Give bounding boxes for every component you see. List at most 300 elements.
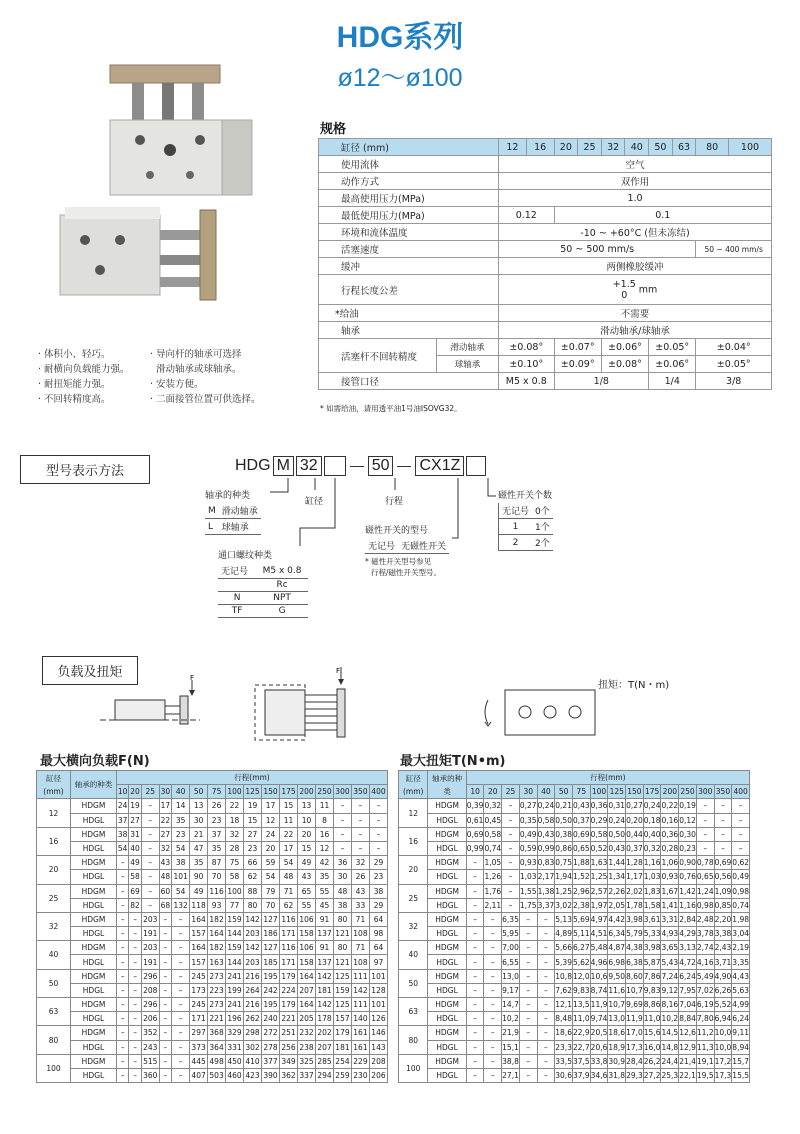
value-cell: 29,3 <box>626 1068 644 1082</box>
value-cell: 2,57 <box>590 884 608 898</box>
value-cell: 43 <box>351 884 369 898</box>
value-cell: – <box>519 927 537 941</box>
value-cell: – <box>519 1068 537 1082</box>
value-cell: 178 <box>315 1012 333 1026</box>
stroke-cell: 30 <box>159 785 171 799</box>
value-cell: 0,98 <box>732 884 750 898</box>
value-cell: 21 <box>190 827 208 841</box>
stroke-cell: 350 <box>714 785 732 799</box>
bore-range: ø12～ø100 <box>337 64 463 92</box>
value-cell: – <box>714 841 732 855</box>
value-cell: – <box>159 1068 171 1082</box>
value-cell: 195 <box>262 969 280 983</box>
value-cell: 2,02 <box>626 884 644 898</box>
spec-value: ±0.06° <box>649 356 696 373</box>
value-cell: 216 <box>244 998 262 1012</box>
value-cell: – <box>519 955 537 969</box>
type-cell: HDGL <box>428 1012 466 1026</box>
value-cell: – <box>714 799 732 813</box>
value-cell: 8 <box>315 813 333 827</box>
value-cell: 2,84 <box>679 912 697 926</box>
value-cell: 0,36 <box>661 827 679 841</box>
value-cell: 34,6 <box>590 1068 608 1082</box>
spec-label: 活塞杆不回转精度 <box>319 339 437 373</box>
model-empty-box <box>324 456 346 476</box>
bore-cell: 32 <box>37 912 71 940</box>
value-cell: 3,98 <box>643 941 661 955</box>
value-cell: 19,5 <box>696 1068 714 1082</box>
stroke-cell: 40 <box>172 785 190 799</box>
value-cell: 29 <box>369 856 387 870</box>
value-cell: 207 <box>298 983 316 997</box>
value-cell: 161 <box>351 1040 369 1054</box>
value-cell: 13,5 <box>572 998 590 1012</box>
value-cell: 0,56 <box>714 870 732 884</box>
value-cell: 203 <box>244 955 262 969</box>
value-cell: 58 <box>129 870 141 884</box>
value-cell: – <box>129 1068 141 1082</box>
key-title: 磁性开关的型号 <box>365 526 429 536</box>
spec-value: ±0.08° <box>499 339 555 356</box>
value-cell: 5,95 <box>502 927 520 941</box>
value-cell: 3,98 <box>626 912 644 926</box>
value-cell: 144 <box>226 927 244 941</box>
value-cell: 6,19 <box>696 998 714 1012</box>
value-cell: 241 <box>226 998 244 1012</box>
bore-cell: 100 <box>37 1054 71 1082</box>
value-cell: – <box>129 955 141 969</box>
value-cell: 9,83 <box>572 983 590 997</box>
table-row <box>37 813 388 827</box>
value-cell: – <box>466 884 484 898</box>
value-cell: 3,38 <box>714 927 732 941</box>
stroke-cell: 400 <box>732 785 750 799</box>
table-row <box>37 998 388 1012</box>
value-cell: 1,28 <box>626 856 644 870</box>
value-cell: – <box>466 1068 484 1082</box>
force-label: F <box>190 674 195 682</box>
value-cell: – <box>732 813 750 827</box>
load-heading: 负载及扭矩 <box>42 656 138 685</box>
value-cell: 164 <box>190 912 208 926</box>
type-cell: HDGM <box>428 856 466 870</box>
spec-value: M5 x 0.8 <box>499 373 555 390</box>
table-row <box>399 856 750 870</box>
value-cell: 10 <box>298 813 316 827</box>
value-cell: 30 <box>190 813 208 827</box>
value-cell: 55 <box>315 884 333 898</box>
key-desc: 1个 <box>532 519 553 535</box>
bore-cell: 40 <box>399 941 428 969</box>
value-cell: 11,9 <box>626 1012 644 1026</box>
value-cell: 0,90 <box>679 856 697 870</box>
value-cell: 230 <box>351 1068 369 1082</box>
value-cell: 2,17 <box>537 870 555 884</box>
value-cell: 11 <box>315 799 333 813</box>
value-cell: 6,27 <box>572 941 590 955</box>
value-cell: 0,69 <box>572 827 590 841</box>
value-cell: 6,34 <box>608 927 626 941</box>
value-cell: 7,02 <box>696 983 714 997</box>
key-code: TF <box>218 605 256 618</box>
value-cell: 10,2 <box>661 1012 679 1026</box>
value-cell: – <box>172 955 190 969</box>
value-cell: 5,39 <box>555 955 573 969</box>
torque-title: 最大扭矩T(N•m) <box>400 754 506 769</box>
value-cell: 5,43 <box>661 955 679 969</box>
value-cell: 157 <box>190 927 208 941</box>
value-cell: 5,49 <box>696 969 714 983</box>
spec-sublabel: 滑动轴承 <box>437 339 499 356</box>
value-cell: 19,1 <box>696 1054 714 1068</box>
value-cell: 1,83 <box>643 884 661 898</box>
value-cell: 93 <box>208 898 226 912</box>
value-cell: 66 <box>244 856 262 870</box>
value-cell: 1,98 <box>732 912 750 926</box>
value-cell: – <box>537 1040 555 1054</box>
value-cell: – <box>129 1026 141 1040</box>
value-cell: 0,75 <box>555 856 573 870</box>
value-cell: – <box>172 969 190 983</box>
value-cell: 25,3 <box>661 1068 679 1082</box>
value-cell: 1,03 <box>643 870 661 884</box>
value-cell: 0,44 <box>626 827 644 841</box>
value-cell: 1,63 <box>590 856 608 870</box>
value-cell: 6,24 <box>732 1012 750 1026</box>
value-cell: 37,9 <box>572 1068 590 1082</box>
value-cell: – <box>172 1068 190 1082</box>
type-cell: HDGL <box>71 1068 117 1082</box>
value-cell: 38 <box>333 898 351 912</box>
type-cell: HDGL <box>71 1040 117 1054</box>
value-cell: 15,7 <box>732 1054 750 1068</box>
value-cell: – <box>732 841 750 855</box>
value-cell: – <box>159 1026 171 1040</box>
value-cell: 450 <box>226 1054 244 1068</box>
value-cell: 0,37 <box>626 841 644 855</box>
model-bore-box: 32 <box>296 456 322 476</box>
key-desc: 2个 <box>532 535 553 551</box>
value-cell: 14 <box>172 799 190 813</box>
value-cell: 4,97 <box>590 912 608 926</box>
value-cell: 40 <box>129 841 141 855</box>
value-cell: – <box>696 827 714 841</box>
value-cell: 298 <box>244 1026 262 1040</box>
table-row <box>399 955 750 969</box>
value-cell: – <box>141 898 159 912</box>
bore-key-title: 缸径 <box>305 497 324 507</box>
type-cell: HDGL <box>428 813 466 827</box>
value-cell: 1,52 <box>572 870 590 884</box>
type-cell: HDGM <box>428 1026 466 1040</box>
value-cell: 1,16 <box>643 856 661 870</box>
key-desc: 滑动轴承 <box>219 503 261 519</box>
value-cell: – <box>117 983 129 997</box>
value-cell: 82 <box>129 898 141 912</box>
value-cell: 43 <box>298 870 316 884</box>
type-cell: HDGM <box>71 941 117 955</box>
bore-cell: 32 <box>399 912 428 940</box>
value-cell: – <box>117 927 129 941</box>
value-cell: 1,88 <box>572 856 590 870</box>
value-cell: 9,83 <box>643 983 661 997</box>
value-cell: 9,69 <box>626 998 644 1012</box>
value-cell: 329 <box>226 1026 244 1040</box>
table-row <box>37 884 388 898</box>
value-cell: 362 <box>280 1068 298 1082</box>
key-title: 磁性开关个数 <box>498 491 553 501</box>
spec-value: 50 ~ 400 mm/s <box>696 241 772 258</box>
value-cell: 11,0 <box>572 1012 590 1026</box>
value-cell: – <box>484 927 502 941</box>
value-cell: 5,87 <box>643 955 661 969</box>
value-cell: 0,32 <box>484 799 502 813</box>
port-key <box>218 548 308 618</box>
value-cell: 0,16 <box>661 813 679 827</box>
stroke-cell: 250 <box>315 785 333 799</box>
value-cell: 12,1 <box>555 998 573 1012</box>
value-cell: 0,99 <box>466 841 484 855</box>
value-cell: – <box>159 1040 171 1054</box>
value-cell: 191 <box>141 927 159 941</box>
value-cell: 125 <box>333 969 351 983</box>
value-cell: 29 <box>369 898 387 912</box>
type-cell: HDGM <box>71 912 117 926</box>
spec-label: 接管口径 <box>319 373 499 390</box>
cylinder-top-image <box>110 65 252 195</box>
value-cell: 2,43 <box>714 941 732 955</box>
value-cell: 0,93 <box>519 856 537 870</box>
value-cell: 3,71 <box>714 955 732 969</box>
value-cell: – <box>351 827 369 841</box>
value-cell: 4,89 <box>555 927 573 941</box>
value-cell: – <box>537 941 555 955</box>
value-cell: 35 <box>315 870 333 884</box>
stroke-cell: 50 <box>555 785 573 799</box>
bore-cell: 16 <box>526 139 554 156</box>
value-cell: 4,38 <box>626 941 644 955</box>
value-cell: 35 <box>208 841 226 855</box>
type-cell: HDGM <box>71 998 117 1012</box>
feature-item: · 导向杆的轴承可选择 <box>150 349 242 360</box>
value-cell: 14,8 <box>661 1040 679 1054</box>
value-cell: 7,04 <box>679 998 697 1012</box>
value-cell: 7,00 <box>502 941 520 955</box>
value-cell: 28,4 <box>626 1054 644 1068</box>
table-row <box>37 912 388 926</box>
value-cell: 0,50 <box>555 813 573 827</box>
value-cell: 410 <box>244 1054 262 1068</box>
value-cell: 55 <box>298 898 316 912</box>
value-cell: 132 <box>172 898 190 912</box>
bore-cell: 63 <box>37 998 71 1026</box>
value-cell: 0,69 <box>714 856 732 870</box>
value-cell: – <box>466 927 484 941</box>
value-cell: 10,8 <box>555 969 573 983</box>
value-cell: 59 <box>262 856 280 870</box>
value-cell: 11,9 <box>590 998 608 1012</box>
value-cell: 49 <box>298 856 316 870</box>
value-cell: 8,86 <box>643 998 661 1012</box>
value-cell: 8,48 <box>555 1012 573 1026</box>
stroke-cell: 200 <box>298 785 316 799</box>
value-cell: 0,76 <box>679 870 697 884</box>
value-cell: 0,43 <box>608 841 626 855</box>
value-cell: 173 <box>190 983 208 997</box>
value-cell: – <box>519 1012 537 1026</box>
value-cell: 195 <box>262 998 280 1012</box>
value-cell: – <box>141 813 159 827</box>
value-cell: 503 <box>208 1068 226 1082</box>
value-cell: 423 <box>244 1068 262 1082</box>
value-cell: 240 <box>262 1012 280 1026</box>
feature-item: · 不回转精度高。 <box>38 394 111 405</box>
value-cell: 137 <box>315 955 333 969</box>
value-cell: 199 <box>226 983 244 997</box>
key-code <box>218 579 256 592</box>
type-cell: HDGM <box>428 827 466 841</box>
side-view-diagram <box>240 665 370 755</box>
key-code: 无记号 <box>499 503 533 519</box>
value-cell: – <box>117 856 129 870</box>
bore-cell: 80 <box>37 1026 71 1054</box>
value-cell: 4,29 <box>679 927 697 941</box>
table-row <box>37 1068 388 1082</box>
spec-value: ±0.05° <box>649 339 696 356</box>
bore-cell: 16 <box>37 827 71 855</box>
type-cell: HDGL <box>428 983 466 997</box>
bore-cell: 50 <box>37 969 71 997</box>
value-cell: – <box>696 841 714 855</box>
value-cell: 143 <box>369 1040 387 1054</box>
table-row <box>399 1012 750 1026</box>
value-cell: 0,31 <box>608 799 626 813</box>
value-cell: 98 <box>369 927 387 941</box>
type-cell: HDGL <box>428 1068 466 1082</box>
value-cell: 182 <box>208 912 226 926</box>
value-cell: 21,9 <box>502 1026 520 1040</box>
value-cell: 22,7 <box>572 1040 590 1054</box>
value-cell: 245 <box>190 969 208 983</box>
spec-label: 轴承 <box>319 322 499 339</box>
value-cell: 7,80 <box>696 1012 714 1026</box>
table-row <box>37 1026 388 1040</box>
value-cell: 144 <box>226 955 244 969</box>
spec-value <box>499 275 772 305</box>
key-code: M <box>205 503 219 519</box>
value-cell: 87 <box>208 856 226 870</box>
value-cell: 68 <box>159 898 171 912</box>
key-desc: NPT <box>256 592 308 605</box>
value-cell: – <box>537 912 555 926</box>
type-cell: HDGM <box>71 856 117 870</box>
spec-value: ±0.08° <box>601 356 648 373</box>
value-cell: 23 <box>208 813 226 827</box>
value-cell: 0,45 <box>484 813 502 827</box>
value-cell: 181 <box>333 1040 351 1054</box>
value-cell: 2,05 <box>608 898 626 912</box>
value-cell: 48 <box>159 870 171 884</box>
value-cell: 48 <box>333 884 351 898</box>
value-cell: – <box>502 799 520 813</box>
value-cell: 3,35 <box>732 955 750 969</box>
value-cell: 0,35 <box>519 813 537 827</box>
value-cell: 2,38 <box>572 898 590 912</box>
value-cell: – <box>159 941 171 955</box>
table-row <box>37 898 388 912</box>
value-cell: 1,44 <box>608 856 626 870</box>
switch-key <box>365 523 449 578</box>
value-cell: – <box>159 1054 171 1068</box>
value-cell: 161 <box>351 1026 369 1040</box>
model-dash <box>350 466 364 467</box>
spec-value: ±0.06° <box>601 339 648 356</box>
value-cell: – <box>172 1026 190 1040</box>
value-cell: 11,3 <box>696 1040 714 1054</box>
value-cell: 157 <box>190 955 208 969</box>
value-cell: 13 <box>298 799 316 813</box>
table-row <box>399 1054 750 1068</box>
value-cell: 390 <box>262 1068 280 1082</box>
value-cell: 45 <box>315 898 333 912</box>
value-cell: 60 <box>159 884 171 898</box>
bore-cell: 12 <box>399 799 428 827</box>
bore-cell: 16 <box>399 827 428 855</box>
table-row <box>37 799 388 813</box>
type-cell: HDGL <box>71 983 117 997</box>
spec-sublabel: 球轴承 <box>437 356 499 373</box>
value-cell: 294 <box>315 1068 333 1082</box>
value-cell: 62 <box>244 870 262 884</box>
value-cell: – <box>369 813 387 827</box>
value-cell: 0,19 <box>679 799 697 813</box>
value-cell: 91 <box>315 912 333 926</box>
value-cell: – <box>502 884 520 898</box>
value-cell: 70 <box>208 870 226 884</box>
value-cell: 14,5 <box>661 1026 679 1040</box>
value-cell: 22 <box>226 799 244 813</box>
value-cell: 11,0 <box>643 1012 661 1026</box>
value-cell: 15,1 <box>502 1040 520 1054</box>
value-cell: 0,12 <box>679 813 697 827</box>
value-cell: 27,2 <box>643 1068 661 1082</box>
value-cell: 191 <box>141 955 159 969</box>
value-cell: – <box>333 813 351 827</box>
stroke-cell: 40 <box>537 785 555 799</box>
bore-cell: 40 <box>625 139 649 156</box>
value-cell: 1,58 <box>643 898 661 912</box>
value-cell: 5,79 <box>626 927 644 941</box>
value-cell: 7,86 <box>643 969 661 983</box>
lube-label: 给油 <box>339 309 359 320</box>
torque-label: 扭矩：T(N・m) <box>598 680 670 691</box>
stroke-cell: 10 <box>466 785 484 799</box>
type-cell: HDGM <box>71 799 117 813</box>
value-cell: 179 <box>280 998 298 1012</box>
type-cell: HDGM <box>71 884 117 898</box>
value-cell: 0,30 <box>679 827 697 841</box>
spec-value: 1.0 <box>499 190 772 207</box>
type-cell: HDGL <box>71 1012 117 1026</box>
value-cell: 80 <box>333 941 351 955</box>
value-cell: – <box>117 884 129 898</box>
value-cell: 0,37 <box>572 813 590 827</box>
value-cell: 0,24 <box>608 813 626 827</box>
value-cell: 0,83 <box>537 856 555 870</box>
value-cell: – <box>117 955 129 969</box>
value-cell: 164 <box>298 998 316 1012</box>
value-cell: 27 <box>129 813 141 827</box>
